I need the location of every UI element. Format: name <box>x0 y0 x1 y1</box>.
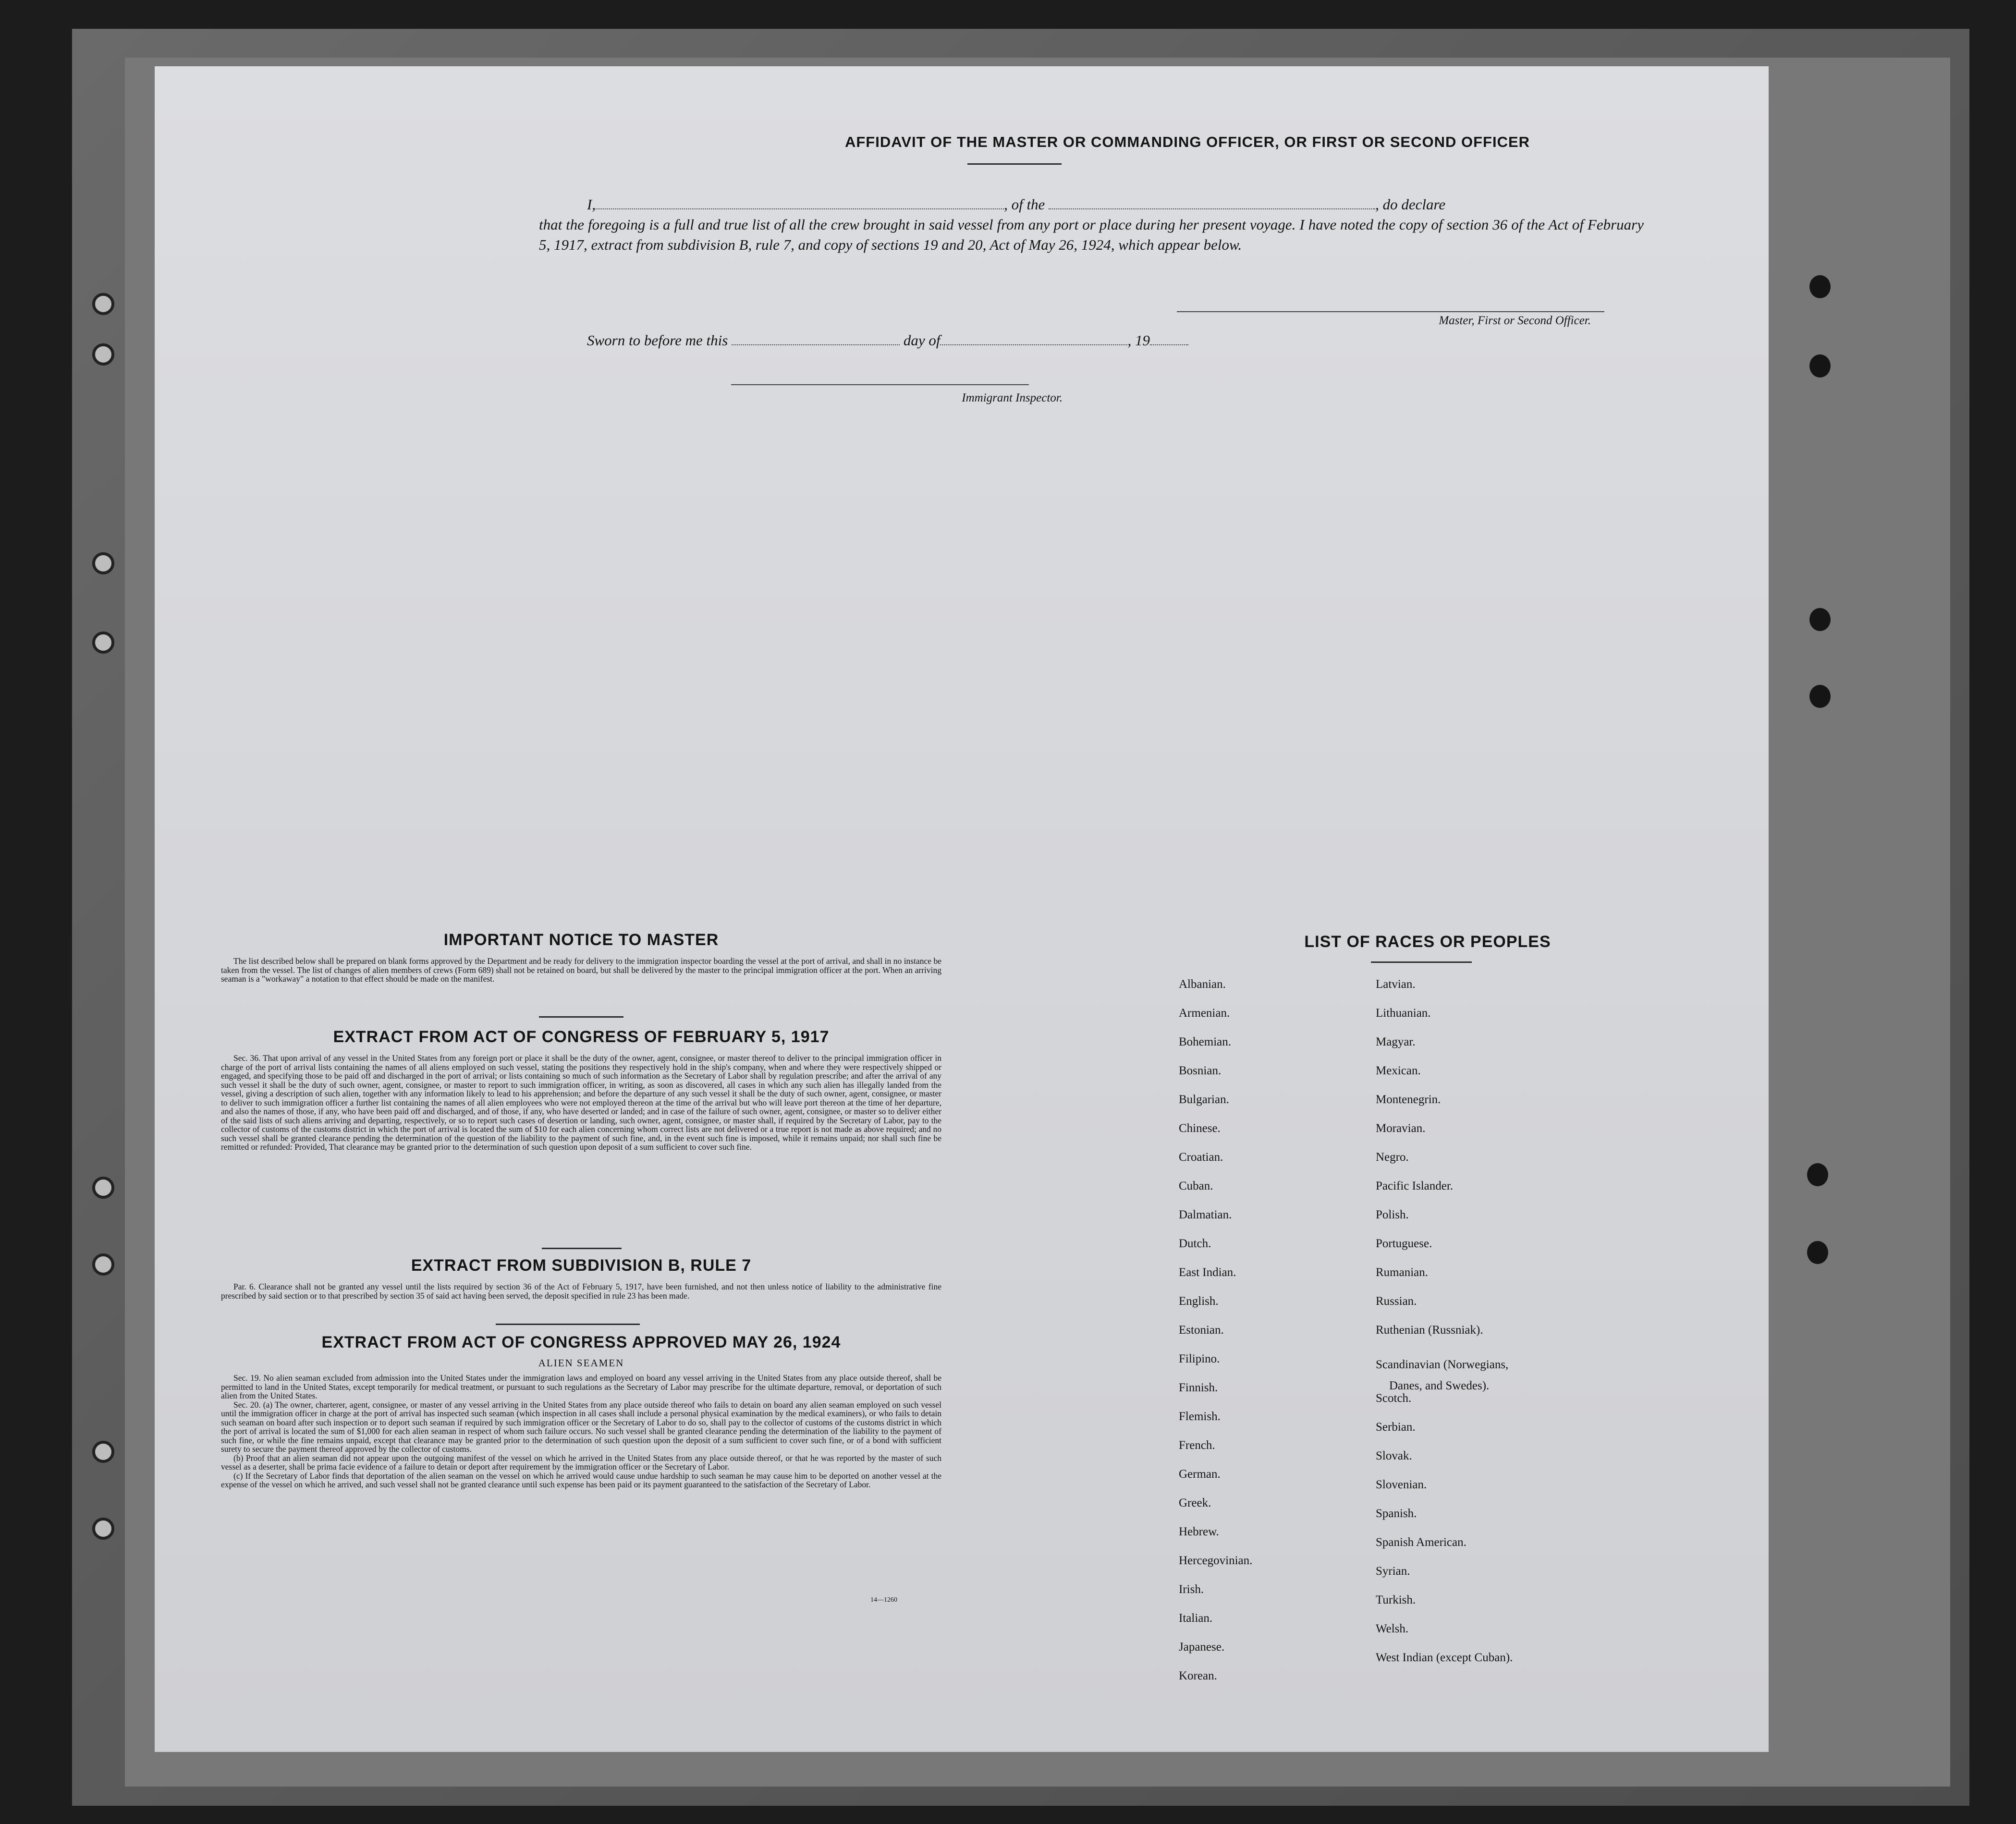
inspector-signature-line[interactable] <box>731 384 1029 385</box>
rule-7-heading: EXTRACT FROM SUBDIVISION B, RULE 7 <box>411 1256 752 1275</box>
binder-hole <box>92 1253 114 1276</box>
race-item: Chinese. <box>1179 1122 1221 1135</box>
affidavit-first-line <box>587 195 1644 215</box>
sworn-month-field[interactable] <box>940 333 1127 345</box>
binder-hole <box>92 1518 114 1540</box>
race-item: Hebrew. <box>1179 1525 1219 1538</box>
race-item: Turkish. <box>1376 1593 1416 1606</box>
binder-hole <box>92 1441 114 1463</box>
race-item: Danes, and Swedes). <box>1389 1379 1490 1392</box>
master-name-field[interactable] <box>596 197 1004 209</box>
race-item: Dalmatian. <box>1179 1208 1232 1221</box>
race-item: Montenegrin. <box>1376 1093 1441 1106</box>
race-item: Cuban. <box>1179 1180 1213 1192</box>
affidavit-of-the: , of the <box>1004 196 1045 213</box>
divider <box>539 1016 623 1018</box>
affidavit-statement: that the foregoing is a full and true list of all the crew brought in said vessel from any port or place during her present voyage. I have noted the copy of section 36 of the Act of February 5, 1917, extract from subdivision B, rule 7, and copy of sections 19 and 20, Act of May 26, 1924, which appear below. <box>539 216 1644 253</box>
binder-hole <box>92 293 114 315</box>
year-label: , 19 <box>1127 332 1150 349</box>
race-item: Ruthenian (Russniak). <box>1376 1324 1483 1337</box>
race-item: Negro. <box>1376 1151 1409 1164</box>
race-item: Italian. <box>1179 1612 1213 1625</box>
races-right-column <box>1376 978 1712 1708</box>
affidavit-heading: AFFIDAVIT OF THE MASTER OR COMMANDING OFFICER, OR FIRST OR SECOND OFFICER <box>844 134 1530 150</box>
race-item: French. <box>1179 1439 1215 1452</box>
race-item: Latvian. <box>1376 978 1416 991</box>
extract-1917-text <box>221 1054 941 1152</box>
race-item: West Indian (except Cuban). <box>1376 1651 1513 1664</box>
sworn-label: Sworn to before me this <box>587 332 728 349</box>
race-item: Hercegovinian. <box>1179 1554 1253 1567</box>
race-item: Albanian. <box>1179 978 1226 991</box>
race-item: Croatian. <box>1179 1151 1223 1164</box>
race-item: German. <box>1179 1468 1221 1481</box>
notice-heading: IMPORTANT NOTICE TO MASTER <box>443 931 719 949</box>
binder-hole <box>92 552 114 574</box>
punch-hole <box>1809 685 1831 708</box>
manifest-back-page <box>155 66 1769 1752</box>
punch-hole <box>1807 1163 1828 1186</box>
affidavit-do-declare: , do declare <box>1375 196 1446 213</box>
rule-7-paragraph: Par. 6. Clearance shall not be granted any vessel until the lists required by section 36 of the Act of February 5, 1917, have been furnished, and not then unless notice of liability to the administrative fine prescribed by said section or to that prescribed by section 35 of said act having been served, the deposit specified in rule 23 has been made. <box>221 1282 941 1301</box>
punch-hole <box>1809 354 1831 377</box>
race-item: Rumanian. <box>1376 1266 1429 1279</box>
race-item: Greek. <box>1179 1496 1211 1509</box>
race-item: Spanish American. <box>1376 1536 1466 1549</box>
extract-1924-text <box>221 1374 941 1489</box>
day-of-label: day of <box>903 332 941 349</box>
punch-hole <box>1807 1241 1828 1264</box>
race-item: Bohemian. <box>1179 1035 1232 1048</box>
notice-text <box>221 957 941 984</box>
race-item: Magyar. <box>1376 1035 1416 1048</box>
race-item: Syrian. <box>1376 1565 1410 1578</box>
race-item: Slovak. <box>1376 1449 1412 1462</box>
form-number: 14—1260 <box>870 1596 897 1604</box>
alien-seamen-subheading: ALIEN SEAMEN <box>538 1357 624 1369</box>
race-item: Bulgarian. <box>1179 1093 1229 1106</box>
race-item: Polish. <box>1376 1208 1409 1221</box>
race-item: Finnish. <box>1179 1381 1218 1394</box>
divider <box>496 1324 640 1325</box>
race-item: Welsh. <box>1376 1622 1409 1635</box>
sworn-day-field[interactable] <box>732 333 900 345</box>
notice-paragraph: The list described below shall be prepared on blank forms approved by the Department and be ready for delivery to the immigration inspector boarding the vessel at the port of arrival, and shall in no instance be taken from the vessel. The list of changes of alien members of crews (Form 689) shall not be retained on board, but shall be delivered by the master to the principal immigration officer at the port. When an arriving seaman is a "workaway" a notation to that effect should be made on the manifest. <box>221 956 941 984</box>
race-item: Russian. <box>1376 1295 1417 1308</box>
divider <box>967 163 1062 165</box>
race-item: Scotch. <box>1376 1392 1412 1405</box>
race-item: Scandinavian (Norwegians, <box>1376 1358 1509 1371</box>
race-item: Spanish. <box>1376 1507 1417 1520</box>
binder-hole <box>92 1177 114 1199</box>
sworn-line <box>539 330 1644 351</box>
extract-1917-heading: EXTRACT FROM ACT OF CONGRESS OF FEBRUARY 5, 1917 <box>333 1028 830 1046</box>
rule-7-text <box>221 1282 941 1300</box>
race-item: Japanese. <box>1179 1641 1225 1654</box>
divider <box>1371 961 1472 963</box>
master-signature-line[interactable] <box>1177 311 1604 312</box>
section-20c: (c) If the Secretary of Labor finds that deportation of the alien seaman on the vessel on which he arrived would cause undue hardship to such seaman he may cause him to be deported on another vessel at the expense of the vessel on which he arrived, and such vessel shall not be granted clearance until such expense has been paid or its payment guaranteed to the satisfaction of the Secretary of Labor. <box>221 1471 941 1489</box>
races-heading: LIST OF RACES OR PEOPLES <box>1304 933 1551 951</box>
section-19: Sec. 19. No alien seaman excluded from admission into the United States under the immigration laws and employed on board any vessel arriving in the United States from any place outside thereof, shall be permitted to land in the United States, except temporarily for medical treatment, or pursuant to such regulations as the Secretary of Labor may prescribe for the ultimate departure, removal, or deportation of such alien from the United States. <box>221 1373 941 1400</box>
race-item: Dutch. <box>1179 1237 1211 1250</box>
race-item: English. <box>1179 1295 1219 1308</box>
race-item: Filipino. <box>1179 1352 1220 1365</box>
affidavit-i-label: I, <box>587 196 596 213</box>
race-item: East Indian. <box>1179 1266 1236 1279</box>
affidavit-body <box>539 195 1644 255</box>
punch-hole <box>1809 275 1831 298</box>
vessel-name-field[interactable] <box>1049 197 1375 209</box>
binder-hole <box>92 632 114 654</box>
divider <box>542 1248 622 1249</box>
race-item: Portuguese. <box>1376 1237 1432 1250</box>
punch-hole <box>1809 608 1831 631</box>
races-left-column <box>1179 978 1371 1708</box>
race-item: Irish. <box>1179 1583 1204 1596</box>
race-item: Lithuanian. <box>1376 1007 1431 1020</box>
extract-1924-heading: EXTRACT FROM ACT OF CONGRESS APPROVED MAY 26, 1924 <box>321 1333 841 1351</box>
master-signature-label: Master, First or Second Officer. <box>1439 314 1591 327</box>
race-item: Moravian. <box>1376 1122 1426 1135</box>
race-item: Estonian. <box>1179 1324 1224 1337</box>
binder-hole <box>92 343 114 365</box>
section-36: Sec. 36. That upon arrival of any vessel in the United States from any foreign port or place it shall be the duty of the owner, agent, consignee, or master thereof to deliver to the principal immigration officer in charge of the port of arrival lists containing the names of all aliens employed on such vessel, stating the positions they respectively hold in the ship's company, when and where they were respectively shipped or engaged, and specifying those to be paid off and discharged in the port of arrival; or lists containing so much of such information as the Secretary of Labor shall by regulation prescribe; and after the arrival of any such vessel it shall be the duty of such owner, agent, consignee, or master to report to such immigration officer, in writing, as soon as discovered, all cases in which any such alien has illegally landed from the vessel, giving a description of such alien, together with any information likely to lead to his apprehension; and before the departure of any such vessel it shall be the duty of such owner, agent, consignee, or master to deliver to such immigration officer a further list containing the names of all alien employees who were not employed thereon at the time of the arrival but who will leave port thereon at the time of her departure, and also the names of those, if any, who have been paid off and discharged, and of those, if any, who have deserted or landed; and in case of the failure of such owner, agent, consignee, or master so to deliver either of the said lists of such aliens arriving and departing, respectively, or so to report such cases of desertion or landing, such owner, agent, consignee, or master shall, if required by the Secretary of Labor, pay to the collector of customs of the customs district in which the port of arrival is located the sum of $10 for each alien concerning whom correct lists are not delivered or a true report is not made as above required; and no such vessel shall be granted clearance pending the determination of the question of the liability to the payment of such fine, and, in the event such fine is imposed, while it remains unpaid; nor shall such fine be remitted or refunded: Provided, That clearance may be granted prior to the determination of such question upon deposit of a sum sufficient to cover such fine. <box>221 1053 941 1152</box>
race-item: Armenian. <box>1179 1007 1230 1020</box>
sworn-year-field[interactable] <box>1150 333 1188 345</box>
race-item: Pacific Islander. <box>1376 1180 1454 1192</box>
section-20a: Sec. 20. (a) The owner, charterer, agent, consignee, or master of any vessel arriving in the United States from any place outside thereof who fails to detain on board any alien seaman employed on such vessel until the immigration officer in charge at the port of arrival has inspected such seaman (which inspection in all cases shall include a personal physical examination by the medical examiners), or who fails to detain such seaman on board after such inspection or to deport such seaman if required by such immigration officer or the Secretary of Labor to do so, shall pay to the collector of customs of the customs district in which the port of arrival is located the sum of $1,000 for each alien seaman in respect of whom such failure occurs. No such vessel shall be granted clearance pending the determination of the liability to the payment of such fine, or while the fine remains unpaid, except that clearance may be granted prior to the determination of such question upon the deposit of a sum sufficient to cover such fine, or of a bond with sufficient surety to secure the payment thereof approved by the collector of customs. <box>221 1399 941 1454</box>
race-item: Mexican. <box>1376 1064 1421 1077</box>
race-item: Serbian. <box>1376 1421 1416 1434</box>
race-item: Flemish. <box>1179 1410 1221 1423</box>
race-item: Slovenian. <box>1376 1478 1427 1491</box>
race-item: Korean. <box>1179 1669 1217 1682</box>
inspector-signature-label: Immigrant Inspector. <box>962 391 1063 404</box>
section-20b: (b) Proof that an alien seaman did not appear upon the outgoing manifest of the vessel on which he arrived in the United States from any place outside thereof, or that he was reported by the master of such vessel as a deserter, shall be prima facie evidence of a failure to detain or deport after requirement by the immigration officer or the Secretary of Labor. <box>221 1453 941 1471</box>
race-item: Bosnian. <box>1179 1064 1222 1077</box>
